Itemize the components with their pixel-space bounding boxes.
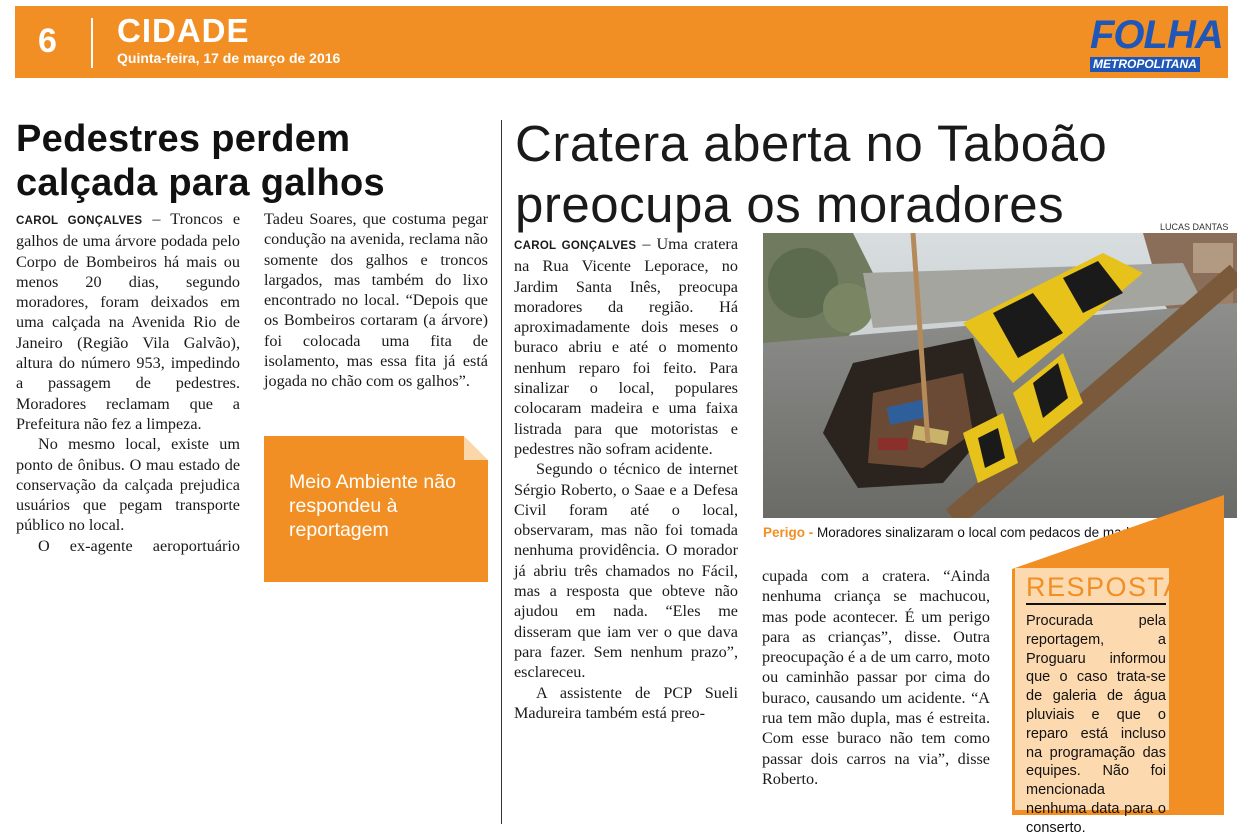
left-article-paragraph: – Troncos e galhos de uma árvore podada pelo Corpo de Bombeiros há mais ou menos 20 dias, segundo moradores, foram deixados em uma calçada na Avenida Rio de Janeiro (Região Vila Galvão), altura do número 953, impedindo a passagem de pedestres. Moradores reclamam que a Prefeitura não fez a limpeza. <box>16 210 240 433</box>
right-article-column-1 <box>514 234 738 723</box>
page-number: 6 <box>38 22 57 60</box>
callout-text: Meio Ambiente não respondeu à reportagem <box>289 471 456 541</box>
right-article-column-2 <box>762 566 990 789</box>
left-article-byline: CAROL GONÇALVES <box>16 215 143 227</box>
callout-corner-fold <box>464 436 488 460</box>
issue-date: Quinta-feira, 17 de março de 2016 <box>117 50 341 66</box>
resposta-text: Procurada pela reportagem, a Proguaru informou que o caso trata-se de galeria de água pluviais e que o reparo está incluso na programação das equipes. Não foi mencionada nenhuma data para o conserto. <box>1026 613 1166 836</box>
left-article-column-1 <box>16 209 240 556</box>
right-article-paragraph: – Uma cratera na Rua Vicente Leporace, no Jardim Santa Inês, preocupa moradores da região. Há aproximadamente dois meses o buraco abriu e até o momento nenhum reparo foi feito. Para sinalizar o local, populares colocaram madeira e uma faixa listrada para que motoristas e pedestres não sofram acidente. <box>514 235 739 458</box>
resposta-title-rule <box>1026 603 1166 605</box>
crater-photo-illustration <box>763 233 1237 518</box>
right-article-headline: Cratera aberta no Taboão preocupa os moradores <box>515 115 1108 233</box>
left-article-column-2 <box>264 209 488 392</box>
right-article-paragraph: Segundo o técnico de internet Sérgio Roberto, o Saae e a Defesa Civil foram até o local, observaram, mas não foi tomada nenhuma providência. O morador já abriu três chamados no Fácil, mas a resposta que obteve não ajudou em nada. “Eles me disseram que iam ver o que dava para fazer. Sem nenhum prazo”, esclareceu. <box>514 460 738 682</box>
resposta-title: RESPOSTA <box>1026 572 1184 602</box>
column-divider <box>501 120 502 824</box>
right-article-paragraph: cupada com a cratera. “Ainda nenhuma criança se machucou, mas pode acontecer. É um perigo para as crianças”, disse. Outra preocupação é a de um carro, moto ou caminhão passar por cima do buraco, causando um acidente. “A rua tem mão dupla, mas é estreita. Com esse buraco não tem como passar dois carros na via”, disse Roberto. <box>762 567 990 788</box>
logo-subtitle: METROPOLITANA <box>1090 57 1200 72</box>
header-divider <box>91 18 93 68</box>
section-title: CIDADE <box>117 12 250 49</box>
photo-credit: LUCAS DANTAS <box>1160 222 1229 232</box>
crater-photo <box>763 233 1237 518</box>
left-article-paragraph: O ex-agente aeroportuário <box>38 536 240 555</box>
left-article-paragraph: No mesmo local, existe um ponto de ônibus. O mau estado de conservação da calçada prejudica usuários que pegam transporte público no local. <box>16 435 240 535</box>
caption-label: Perigo - <box>763 525 814 540</box>
logo-wordmark: FOLHA <box>1090 13 1223 57</box>
right-article-byline: CAROL GONÇALVES <box>514 240 637 252</box>
resposta-accent-triangle <box>1012 495 1224 569</box>
newspaper-logo <box>1090 15 1225 73</box>
right-article-paragraph: A assistente de PCP Sueli Madureira também está preo- <box>514 683 738 722</box>
left-article-paragraph: Tadeu Soares, que costuma pegar condução na avenida, reclama não somente dos galhos e troncos largados, mas também do lixo encontrado no local. “Depois que os Bombeiros cortaram (a árvore) foi colocada uma fita de isolamento, mas essa fita já está jogada no chão com os galhos”. <box>264 210 488 391</box>
left-article-headline: Pedestres perdem calçada para galhos <box>16 118 385 204</box>
caption-text: Moradores sinalizaram o local com pedacos de madeira <box>813 525 1152 540</box>
